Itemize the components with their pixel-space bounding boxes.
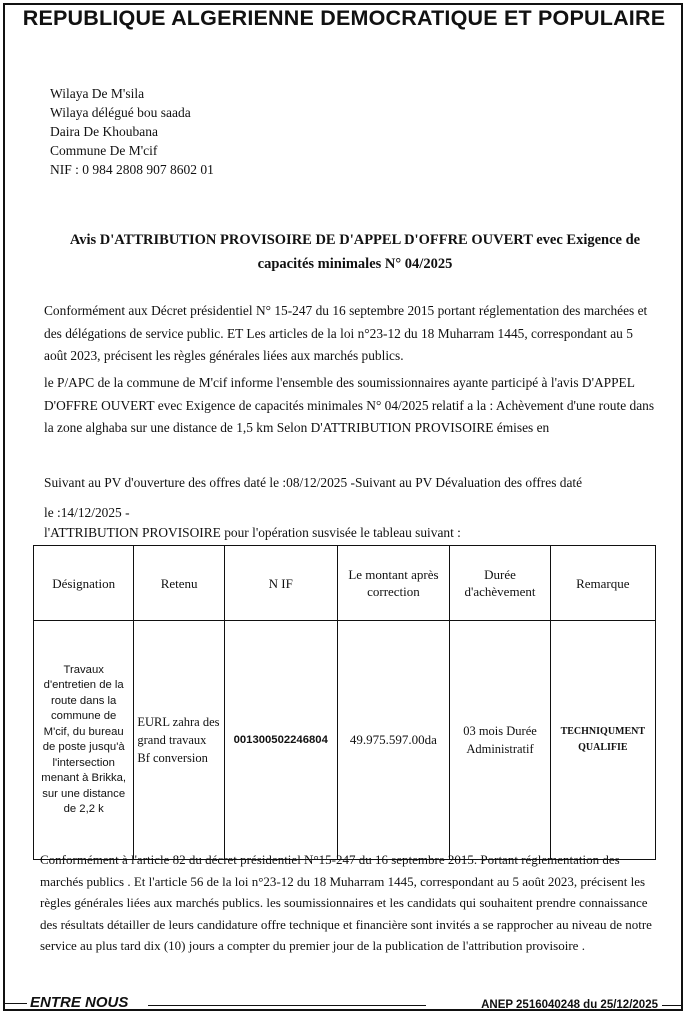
table-row [34,621,656,860]
page-header-title: REPUBLIQUE ALGERIENNE DEMOCRATIQUE ET POPULAIRE [22,6,666,30]
attribution-table [33,545,656,860]
header-duree: Durée d'achèvement [450,546,550,621]
footer-paragraph: Conformément à l'article 82 du décret présidentiel N°15-247 du 16 septembre 2015. Portant réglementation des marchés publics . Et l'article 56 de la loi n°23-12 du 18 Muharram 1445, correspondant au 5 août 2023, précisent les règles générales liées aux marchés publics. les soumissionnaires et les candidats qui souhaitent prendre connaissance des résultats détailler de leurs candidature offre technique et financière sont invités a se rapprocher au niveau de notre service au plus tard dix (10) jours a compter du premier jour de la publication de l'attribution provisoire . [40,852,652,953]
paragraph-pv-date: le :14/12/2025 - [44,505,130,520]
admin-line-commune: Commune De M'cif [50,143,158,158]
paragraph-pv-opening: Suivant au PV d'ouverture des offres daté le :08/12/2025 -Suivant au PV Dévaluation des offres daté [44,475,583,490]
bottom-rule-left [5,1003,27,1004]
header-nif: N IF [224,546,337,621]
publication-section-label: ENTRE NOUS [30,994,129,1011]
administration-block [50,84,214,179]
header-designation: Désignation [34,546,134,621]
paragraph-announcement: le P/APC de la commune de M'cif informe l'ensemble des soumissionnaires ayante participé à l'avis D'APPEL D'OFFRE OUVERT evec Exigence de capacités minimales N° 04/2025 relatif a la : Achèvement d'une route dans la zone alghaba sur une distance de 1,5 km Selon D'ATTRIBUTION PROVISOIRE émises en [44,375,655,435]
bottom-rule-right [662,1005,682,1006]
admin-line-daira: Daira De Khoubana [50,124,158,139]
cell-retenu: EURL zahra des grand travaux Bf conversion [134,621,225,860]
admin-line-wilaya-delegue: Wilaya délégué bou saada [50,105,191,120]
header-remarque: Remarque [550,546,655,621]
admin-line-wilaya: Wilaya De M'sila [50,86,145,101]
cell-nif: 001300502246804 [224,621,337,860]
admin-line-nif: NIF : 0 984 2808 907 8602 01 [50,162,214,177]
notice-title: Avis D'ATTRIBUTION PROVISOIRE DE D'APPEL D'OFFRE OUVERT evec Exigence de capacités minimales N° 04/2025 [69,232,641,272]
cell-montant: 49.975.597.00da [337,621,450,860]
cell-duree: 03 mois Durée Administratif [450,621,550,860]
header-montant: Le montant après correction [337,546,450,621]
publication-reference: ANEP 2516040248 du 25/12/2025 [481,999,658,1011]
cell-designation: Travaux d'entretien de la route dans la commune de M'cif, du bureau de poste jusqu'à l'intersection menant à Brikka, sur une distance de 2,2 k [34,621,134,860]
header-retenu: Retenu [134,546,225,621]
cell-remarque: TECHNIQUMENT QUALIFIE [550,621,655,860]
table-header-row [34,546,656,621]
paragraph-table-intro: l'ATTRIBUTION PROVISOIRE pour l'opération susvisée le tableau suivant : [44,525,461,540]
bottom-rule-middle [148,1005,426,1006]
paragraph-decree: Conformément aux Décret présidentiel N° 15-247 du 16 septembre 2015 portant réglementation des marchées et des délégations de service public. ET Les articles de la loi n°23-12 du 18 Muharram 1445, correspondant au 5 août 2023, précisent les règles générales liées aux marchés publics. [44,303,648,363]
